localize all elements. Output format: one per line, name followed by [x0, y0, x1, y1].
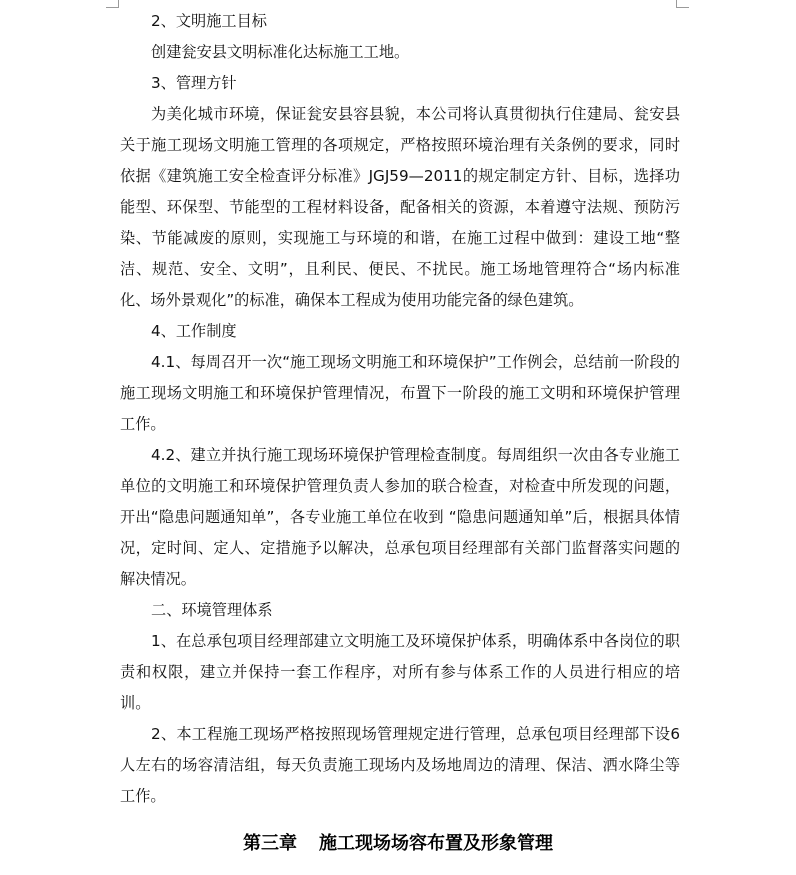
paragraph-inspection-system: 4.2、建立并执行施工现场环境保护管理检查制度。每周组织一次由各专业施工单位的文明施工和环境保护管理负责人参加的联合检查，对检查中所发现的问题，开出“隐患问题通知单”，各专业施工单位在收到 “隐患问题通知单”后，根据具体情况，定时间、定人、定措施予以解决，总承包项目经理部有关部门监督落实问题的解决情况。: [120, 446, 680, 588]
paragraph-heading-civilized-goal: 2、文明施工目标: [151, 12, 267, 30]
paragraph-site-cleaning-team: 2、本工程施工现场严格按照现场管理规定进行管理，总承包项目经理部下设6人左右的场容清洁组，每天负责施工现场内及场地周边的清理、保洁、洒水降尘等工作。: [120, 725, 680, 805]
chapter-number: 第三章: [243, 833, 297, 854]
paragraph-heading-environment-system: 二、环境管理体系: [151, 601, 273, 619]
paragraph-management-policy: 为美化城市环境，保证瓮安县容县貌，本公司将认真贯彻执行住建局、瓮安县关于施工现场文明施工管理的各项规定，严格按照环境治理有关条例的要求，同时依据《建筑施工安全检查评分标准》JGJ59—2011的规定制定方针、目标，选择功能型、环保型、节能型的工程材料设备，配备相关的资源，本着遵守法规、预防污染、节能减废的原则，实现施工与环境的和谐，在施工过程中做到：建设工地“整洁、规范、安全、文明”，且利民、便民、不扰民。施工场地管理符合“场内标准化、场外景观化”的标准，确保本工程成为使用功能完备的绿色建筑。: [120, 105, 680, 309]
chapter-heading: [0, 828, 796, 860]
document-body: [120, 6, 680, 812]
chapter-title-text: 施工现场场容布置及形象管理: [319, 833, 553, 854]
paragraph-environment-protection-system: 1、在总承包项目经理部建立文明施工及环境保护体系，明确体系中各岗位的职责和权限，建立并保持一套工作程序，对所有参与体系工作的人员进行相应的培训。: [120, 632, 680, 712]
paragraph-heading-work-system: 4、工作制度: [151, 322, 237, 340]
paragraph-goal-statement: 创建瓮安县文明标准化达标施工工地。: [151, 43, 410, 61]
paragraph-weekly-meeting: 4.1、每周召开一次“施工现场文明施工和环境保护”工作例会，总结前一阶段的施工现场文明施工和环境保护管理情况，布置下一阶段的施工文明和环境保护管理工作。: [120, 353, 680, 433]
paragraph-heading-management-policy: 3、管理方针: [151, 74, 237, 92]
crop-mark-top-left-horizontal: [106, 7, 119, 8]
